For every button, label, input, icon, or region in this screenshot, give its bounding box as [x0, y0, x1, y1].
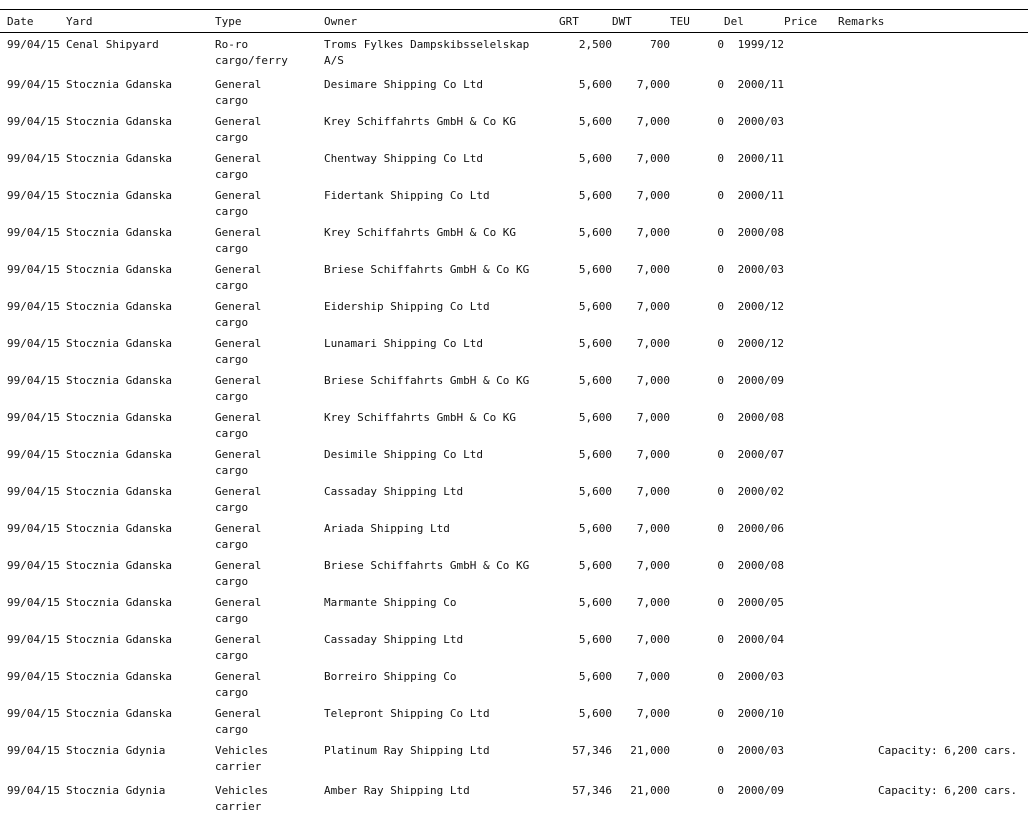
cell-price [784, 479, 830, 516]
table-row [0, 738, 1028, 778]
cell-grt: 5,600 [559, 146, 612, 183]
cell-teu: 0 [670, 368, 724, 405]
cell-teu: 0 [670, 109, 724, 146]
cell-owner: Amber Ray Shipping Ltd [324, 778, 559, 818]
cell-type: General cargo [215, 257, 324, 294]
cell-del: 2000/03 [724, 109, 784, 146]
cell-remarks [830, 590, 1028, 627]
table-row [0, 368, 1028, 405]
cell-del: 2000/05 [724, 590, 784, 627]
cell-remarks [830, 33, 1028, 73]
cell-grt: 5,600 [559, 405, 612, 442]
cell-teu: 0 [670, 664, 724, 701]
cell-del: 2000/02 [724, 479, 784, 516]
cell-grt: 5,600 [559, 183, 612, 220]
cell-yard: Stocznia Gdanska [66, 331, 215, 368]
cell-dwt: 7,000 [612, 257, 670, 294]
cell-date: 99/04/15 [0, 479, 66, 516]
col-price: Price [784, 10, 830, 33]
cell-yard: Stocznia Gdanska [66, 109, 215, 146]
cell-teu: 0 [670, 257, 724, 294]
table-row [0, 479, 1028, 516]
cell-date: 99/04/15 [0, 220, 66, 257]
table-row [0, 701, 1028, 738]
cell-del: 2000/12 [724, 294, 784, 331]
cell-grt: 5,600 [559, 109, 612, 146]
cell-date: 99/04/15 [0, 109, 66, 146]
cell-owner: Cassaday Shipping Ltd [324, 627, 559, 664]
col-yard: Yard [66, 10, 215, 33]
cell-teu: 0 [670, 701, 724, 738]
cell-grt: 5,600 [559, 516, 612, 553]
cell-price [784, 331, 830, 368]
header-row [0, 10, 1028, 33]
cell-type: General cargo [215, 701, 324, 738]
cell-del: 1999/12 [724, 33, 784, 73]
cell-remarks [830, 701, 1028, 738]
cell-type: General cargo [215, 405, 324, 442]
cell-del: 2000/11 [724, 146, 784, 183]
cell-yard: Stocznia Gdanska [66, 368, 215, 405]
cell-yard: Stocznia Gdanska [66, 257, 215, 294]
cell-type: General cargo [215, 664, 324, 701]
cell-price [784, 33, 830, 73]
table-row [0, 590, 1028, 627]
cell-grt: 5,600 [559, 590, 612, 627]
cell-yard: Stocznia Gdanska [66, 294, 215, 331]
cell-remarks [830, 146, 1028, 183]
cell-teu: 0 [670, 146, 724, 183]
cell-yard: Stocznia Gdanska [66, 701, 215, 738]
cell-dwt: 7,000 [612, 627, 670, 664]
cell-yard: Stocznia Gdanska [66, 72, 215, 109]
cell-type: General cargo [215, 109, 324, 146]
cell-remarks [830, 368, 1028, 405]
cell-price [784, 146, 830, 183]
cell-price [784, 220, 830, 257]
cell-remarks: Capacity: 6,200 cars. [830, 778, 1028, 818]
cell-type: Vehicles carrier [215, 778, 324, 818]
cell-grt: 5,600 [559, 331, 612, 368]
table-row [0, 146, 1028, 183]
cell-date: 99/04/15 [0, 146, 66, 183]
cell-price [784, 738, 830, 778]
cell-owner: Cassaday Shipping Ltd [324, 479, 559, 516]
cell-owner: Borreiro Shipping Co [324, 664, 559, 701]
table-row [0, 109, 1028, 146]
cell-owner: Chentway Shipping Co Ltd [324, 146, 559, 183]
cell-teu: 0 [670, 778, 724, 818]
cell-dwt: 7,000 [612, 701, 670, 738]
col-type: Type [215, 10, 324, 33]
cell-date: 99/04/15 [0, 405, 66, 442]
cell-dwt: 7,000 [612, 405, 670, 442]
cell-teu: 0 [670, 442, 724, 479]
cell-dwt: 7,000 [612, 72, 670, 109]
cell-type: General cargo [215, 294, 324, 331]
table-row [0, 405, 1028, 442]
cell-price [784, 590, 830, 627]
cell-remarks [830, 257, 1028, 294]
col-owner: Owner [324, 10, 559, 33]
cell-yard: Stocznia Gdanska [66, 627, 215, 664]
cell-type: General cargo [215, 442, 324, 479]
cell-date: 99/04/15 [0, 294, 66, 331]
col-teu: TEU [670, 10, 724, 33]
cell-type: General cargo [215, 220, 324, 257]
cell-date: 99/04/15 [0, 664, 66, 701]
cell-dwt: 7,000 [612, 553, 670, 590]
table-row [0, 442, 1028, 479]
cell-remarks [830, 331, 1028, 368]
cell-del: 2000/03 [724, 257, 784, 294]
cell-owner: Krey Schiffahrts GmbH & Co KG [324, 109, 559, 146]
cell-date: 99/04/15 [0, 553, 66, 590]
cell-remarks: Capacity: 6,200 cars. [830, 738, 1028, 778]
cell-date: 99/04/15 [0, 368, 66, 405]
cell-price [784, 516, 830, 553]
cell-type: General cargo [215, 368, 324, 405]
cell-grt: 2,500 [559, 33, 612, 73]
cell-price [784, 183, 830, 220]
cell-remarks [830, 72, 1028, 109]
col-dwt: DWT [612, 10, 670, 33]
cell-dwt: 7,000 [612, 590, 670, 627]
cell-type: General cargo [215, 516, 324, 553]
cell-del: 2000/11 [724, 72, 784, 109]
cell-owner: Briese Schiffahrts GmbH & Co KG [324, 553, 559, 590]
cell-remarks [830, 405, 1028, 442]
cell-dwt: 21,000 [612, 778, 670, 818]
cell-price [784, 664, 830, 701]
cell-yard: Stocznia Gdanska [66, 516, 215, 553]
table-row [0, 553, 1028, 590]
cell-type: General cargo [215, 183, 324, 220]
cell-del: 2000/09 [724, 368, 784, 405]
cell-dwt: 7,000 [612, 368, 670, 405]
table-row [0, 331, 1028, 368]
col-date: Date [0, 10, 66, 33]
cell-type: General cargo [215, 331, 324, 368]
cell-grt: 5,600 [559, 72, 612, 109]
cell-type: Ro-ro cargo/ferry [215, 33, 324, 73]
cell-date: 99/04/15 [0, 183, 66, 220]
cell-remarks [830, 479, 1028, 516]
cell-yard: Stocznia Gdanska [66, 664, 215, 701]
cell-yard: Stocznia Gdanska [66, 183, 215, 220]
cell-del: 2000/04 [724, 627, 784, 664]
cell-dwt: 7,000 [612, 516, 670, 553]
cell-grt: 5,600 [559, 627, 612, 664]
cell-type: General cargo [215, 627, 324, 664]
cell-remarks [830, 109, 1028, 146]
table-row [0, 257, 1028, 294]
table-row [0, 33, 1028, 73]
cell-owner: Krey Schiffahrts GmbH & Co KG [324, 405, 559, 442]
cell-dwt: 7,000 [612, 146, 670, 183]
table-body [0, 33, 1028, 818]
table-row [0, 627, 1028, 664]
cell-del: 2000/06 [724, 516, 784, 553]
cell-remarks [830, 553, 1028, 590]
cell-type: General cargo [215, 590, 324, 627]
cell-yard: Stocznia Gdanska [66, 590, 215, 627]
cell-teu: 0 [670, 331, 724, 368]
orders-table [0, 9, 1028, 818]
cell-yard: Stocznia Gdanska [66, 220, 215, 257]
cell-date: 99/04/15 [0, 257, 66, 294]
cell-remarks [830, 220, 1028, 257]
table-row [0, 664, 1028, 701]
cell-grt: 57,346 [559, 778, 612, 818]
cell-yard: Stocznia Gdanska [66, 479, 215, 516]
cell-owner: Lunamari Shipping Co Ltd [324, 331, 559, 368]
cell-del: 2000/11 [724, 183, 784, 220]
cell-date: 99/04/15 [0, 738, 66, 778]
cell-price [784, 72, 830, 109]
cell-teu: 0 [670, 627, 724, 664]
cell-teu: 0 [670, 590, 724, 627]
cell-type: Vehicles carrier [215, 738, 324, 778]
cell-grt: 5,600 [559, 664, 612, 701]
cell-del: 2000/08 [724, 405, 784, 442]
cell-owner: Fidertank Shipping Co Ltd [324, 183, 559, 220]
cell-del: 2000/07 [724, 442, 784, 479]
cell-price [784, 257, 830, 294]
cell-yard: Cenal Shipyard [66, 33, 215, 73]
cell-yard: Stocznia Gdynia [66, 778, 215, 818]
cell-owner: Eidership Shipping Co Ltd [324, 294, 559, 331]
cell-dwt: 700 [612, 33, 670, 73]
cell-date: 99/04/15 [0, 590, 66, 627]
cell-grt: 5,600 [559, 442, 612, 479]
cell-del: 2000/09 [724, 778, 784, 818]
cell-price [784, 405, 830, 442]
cell-grt: 5,600 [559, 553, 612, 590]
cell-yard: Stocznia Gdanska [66, 442, 215, 479]
cell-grt: 57,346 [559, 738, 612, 778]
cell-price [784, 442, 830, 479]
cell-teu: 0 [670, 72, 724, 109]
cell-dwt: 7,000 [612, 442, 670, 479]
cell-dwt: 7,000 [612, 294, 670, 331]
cell-teu: 0 [670, 33, 724, 73]
cell-grt: 5,600 [559, 257, 612, 294]
table-header [0, 10, 1028, 33]
cell-grt: 5,600 [559, 368, 612, 405]
cell-owner: Briese Schiffahrts GmbH & Co KG [324, 368, 559, 405]
cell-dwt: 7,000 [612, 664, 670, 701]
cell-remarks [830, 627, 1028, 664]
cell-teu: 0 [670, 516, 724, 553]
cell-grt: 5,600 [559, 479, 612, 516]
cell-teu: 0 [670, 405, 724, 442]
table-row [0, 516, 1028, 553]
table-row [0, 72, 1028, 109]
cell-price [784, 553, 830, 590]
cell-remarks [830, 183, 1028, 220]
cell-teu: 0 [670, 553, 724, 590]
cell-yard: Stocznia Gdynia [66, 738, 215, 778]
cell-owner: Telepront Shipping Co Ltd [324, 701, 559, 738]
cell-dwt: 7,000 [612, 331, 670, 368]
col-remarks: Remarks [830, 10, 1028, 33]
cell-date: 99/04/15 [0, 778, 66, 818]
cell-date: 99/04/15 [0, 442, 66, 479]
cell-dwt: 7,000 [612, 183, 670, 220]
cell-grt: 5,600 [559, 294, 612, 331]
cell-date: 99/04/15 [0, 516, 66, 553]
cell-date: 99/04/15 [0, 33, 66, 73]
cell-remarks [830, 294, 1028, 331]
cell-date: 99/04/15 [0, 331, 66, 368]
cell-owner: Ariada Shipping Ltd [324, 516, 559, 553]
cell-yard: Stocznia Gdanska [66, 553, 215, 590]
cell-price [784, 701, 830, 738]
cell-dwt: 7,000 [612, 109, 670, 146]
cell-owner: Briese Schiffahrts GmbH & Co KG [324, 257, 559, 294]
cell-dwt: 7,000 [612, 479, 670, 516]
cell-owner: Krey Schiffahrts GmbH & Co KG [324, 220, 559, 257]
cell-grt: 5,600 [559, 701, 612, 738]
cell-remarks [830, 442, 1028, 479]
cell-yard: Stocznia Gdanska [66, 405, 215, 442]
cell-owner: Platinum Ray Shipping Ltd [324, 738, 559, 778]
table-row [0, 778, 1028, 818]
cell-teu: 0 [670, 479, 724, 516]
cell-date: 99/04/15 [0, 72, 66, 109]
cell-type: General cargo [215, 146, 324, 183]
cell-teu: 0 [670, 294, 724, 331]
cell-date: 99/04/15 [0, 627, 66, 664]
table-row [0, 220, 1028, 257]
cell-remarks [830, 516, 1028, 553]
cell-dwt: 21,000 [612, 738, 670, 778]
cell-price [784, 627, 830, 664]
cell-date: 99/04/15 [0, 701, 66, 738]
cell-owner: Desimile Shipping Co Ltd [324, 442, 559, 479]
table-row [0, 183, 1028, 220]
cell-type: General cargo [215, 72, 324, 109]
cell-dwt: 7,000 [612, 220, 670, 257]
cell-price [784, 368, 830, 405]
cell-type: General cargo [215, 553, 324, 590]
table-row [0, 294, 1028, 331]
col-del: Del [724, 10, 784, 33]
cell-del: 2000/03 [724, 664, 784, 701]
cell-teu: 0 [670, 738, 724, 778]
cell-del: 2000/08 [724, 220, 784, 257]
cell-teu: 0 [670, 220, 724, 257]
cell-type: General cargo [215, 479, 324, 516]
cell-grt: 5,600 [559, 220, 612, 257]
cell-price [784, 109, 830, 146]
cell-del: 2000/08 [724, 553, 784, 590]
cell-owner: Marmante Shipping Co [324, 590, 559, 627]
cell-del: 2000/12 [724, 331, 784, 368]
cell-remarks [830, 664, 1028, 701]
cell-del: 2000/10 [724, 701, 784, 738]
col-grt: GRT [559, 10, 612, 33]
cell-del: 2000/03 [724, 738, 784, 778]
cell-price [784, 294, 830, 331]
cell-owner: Desimare Shipping Co Ltd [324, 72, 559, 109]
cell-owner: Troms Fylkes Dampskibsselelskap A/S [324, 33, 559, 73]
cell-yard: Stocznia Gdanska [66, 146, 215, 183]
cell-price [784, 778, 830, 818]
cell-teu: 0 [670, 183, 724, 220]
